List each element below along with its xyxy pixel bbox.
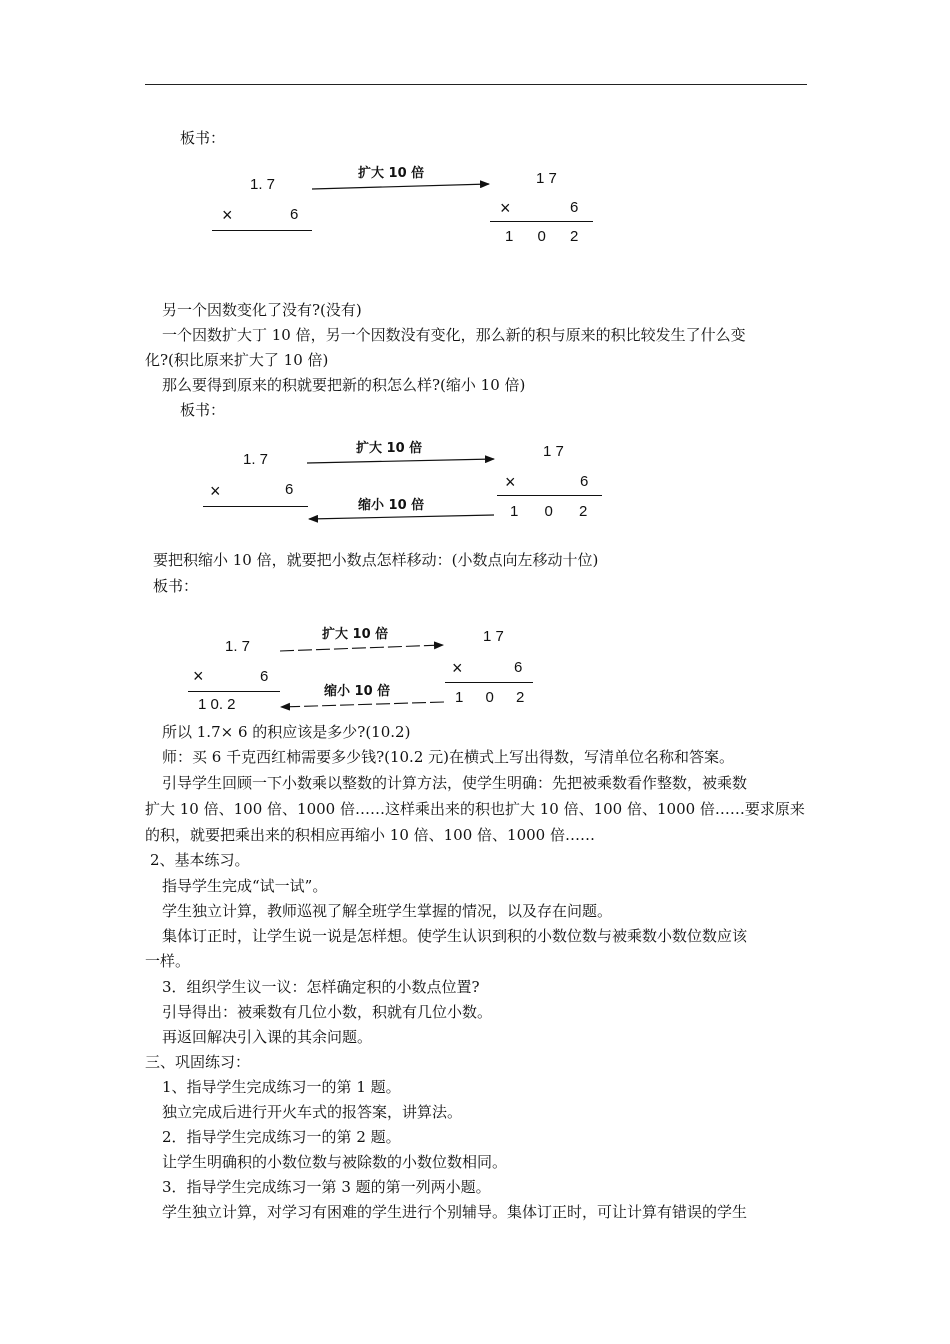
- section-heading: 三、巩固练习：: [145, 1053, 251, 1071]
- scaled-multiplier: 6: [570, 199, 579, 216]
- paragraph: 一样。: [145, 952, 191, 970]
- original-multiplicand: 1. 7: [243, 451, 269, 468]
- scaled-product: 1 0 2: [455, 689, 534, 706]
- paragraph: 所以 1.7× 6 的积应该是多少?(10.2): [162, 723, 411, 741]
- section-heading: 2、基本练习。: [150, 851, 250, 869]
- paragraph: 再返回解决引入课的其余问题。: [162, 1028, 373, 1046]
- paragraph: 独立完成后进行开火车式的报答案，讲算法。: [162, 1103, 463, 1121]
- paragraph: 引导学生回顾一下小数乘以整数的计算方法，使学生明确：先把被乘数看作整数，被乘数: [162, 774, 748, 792]
- board-label: 板书：: [180, 401, 226, 419]
- scaled-multiplier: 6: [514, 659, 523, 676]
- paragraph: 要把积缩小 10 倍，就要把小数点怎样移动：(小数点向左移动十位): [153, 551, 599, 569]
- times-sign: ×: [500, 198, 511, 218]
- paragraph: 3．指导学生完成练习一第 3 题的第一列两小题。: [162, 1178, 491, 1196]
- scaled-multiplicand: 1 7: [543, 443, 564, 460]
- board-label: 板书：: [180, 129, 226, 147]
- paragraph: 指导学生完成“试一试”。: [162, 877, 328, 895]
- times-sign: ×: [210, 481, 221, 501]
- times-sign: ×: [222, 205, 233, 225]
- enlarge-label: 扩大 10 倍: [322, 627, 389, 642]
- paragraph: 集体订正时，让学生说一说是怎样想。使学生认识到积的小数位数与被乘数小数位数应该: [162, 927, 748, 945]
- enlarge-label: 扩大 10 倍: [356, 441, 423, 456]
- paragraph: 让学生明确积的小数位数与被除数的小数位数相同。: [162, 1153, 508, 1171]
- scaled-multiplier: 6: [580, 473, 589, 490]
- original-multiplicand: 1. 7: [250, 176, 276, 193]
- original-multiplier: 6: [290, 206, 299, 223]
- shrink-arrow: [281, 702, 444, 707]
- paragraph: 那么要得到原来的积就要把新的积怎么样?(缩小 10 倍): [162, 376, 526, 394]
- original-multiplicand: 1. 7: [225, 638, 251, 655]
- enlarge-arrow: [280, 645, 443, 651]
- shrink-label: 缩小 10 倍: [358, 498, 425, 513]
- paragraph: 3．组织学生议一议：怎样确定积的小数点位置?: [162, 978, 480, 996]
- enlarge-arrow: [307, 459, 494, 463]
- scaled-product: 1 0 2: [505, 228, 589, 245]
- original-product: 1 0. 2: [198, 696, 236, 713]
- paragraph: 学生独立计算，教师巡视了解全班学生掌握的情况，以及存在问题。: [162, 902, 613, 920]
- times-sign: ×: [452, 658, 463, 678]
- board-label: 板书：: [153, 577, 199, 595]
- shrink-label: 缩小 10 倍: [324, 684, 391, 699]
- enlarge-arrow: [312, 184, 489, 189]
- original-multiplier: 6: [260, 668, 269, 685]
- times-sign: ×: [505, 472, 516, 492]
- paragraph: 学生独立计算，对学习有困难的学生进行个别辅导。集体订正时，可让计算有错误的学生: [162, 1203, 748, 1221]
- times-sign: ×: [193, 666, 204, 686]
- paragraph: 一个因数扩大丁 10 倍，另一个因数没有变化，那么新的积与原来的积比较发生了什么变: [162, 326, 746, 344]
- scaled-multiplicand: 1 7: [536, 170, 557, 187]
- paragraph: 1、指导学生完成练习一的第 1 题。: [162, 1078, 401, 1096]
- paragraph: 扩大 10 倍、100 倍、1000 倍……这样乘出来的积也扩大 10 倍、100 倍、1000 倍……要求原来: [145, 800, 805, 818]
- scaled-multiplicand: 1 7: [483, 628, 504, 645]
- paragraph: 师：买 6 千克西红柿需要多少钱?(10.2 元)在横式上写出得数，写清单位名称和答案。: [162, 748, 734, 766]
- paragraph: 化?(积比原来扩大了 10 倍): [145, 351, 329, 369]
- shrink-arrow: [309, 515, 494, 519]
- paragraph: 2．指导学生完成练习一的第 2 题。: [162, 1128, 401, 1146]
- paragraph: 另一个因数变化了没有?(没有): [162, 301, 362, 319]
- paragraph: 的积，就要把乘出来的积相应再缩小 10 倍、100 倍、1000 倍……: [145, 826, 595, 844]
- original-multiplier: 6: [285, 481, 294, 498]
- scaled-product: 1 0 2: [510, 503, 599, 520]
- paragraph: 引导得出：被乘数有几位小数，积就有几位小数。: [162, 1003, 493, 1021]
- enlarge-label: 扩大 10 倍: [358, 166, 425, 181]
